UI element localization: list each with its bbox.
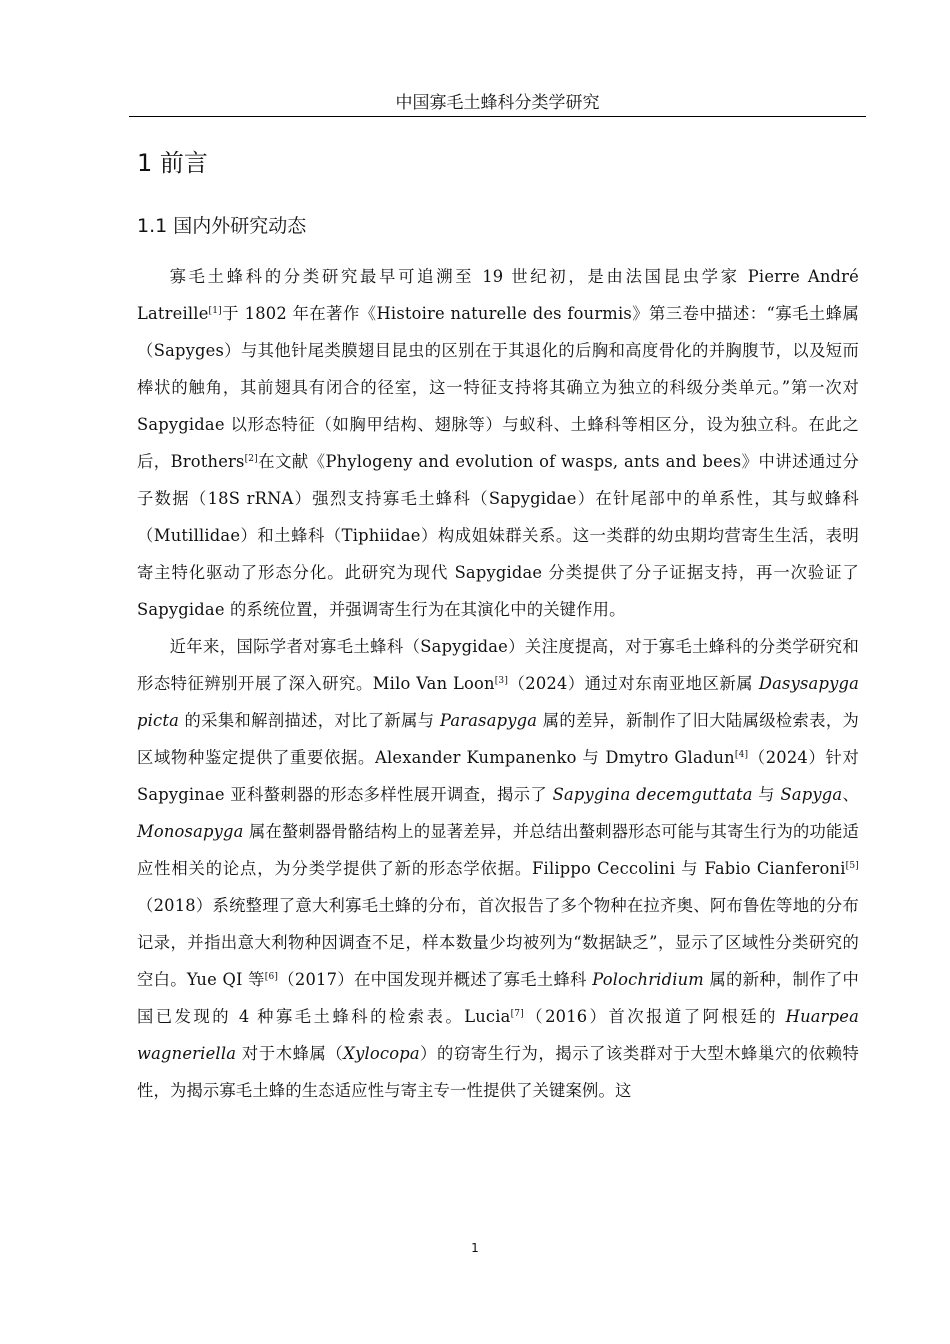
taxon-name: Xylocopa bbox=[343, 1044, 420, 1063]
text-run: 寡毛土蜂科的分类研究最早可追溯至 19 世纪初，是由法国昆虫学家 Pierre André Latreille bbox=[137, 267, 859, 323]
text-run: 属的差异，新制作了旧大陆属级检索表，为区域物种鉴定提供了重要依据。Alexander Kumpanenko 与 Dmytro Gladun bbox=[137, 711, 859, 767]
taxon-name: Huarpea wagneriella bbox=[137, 1007, 860, 1063]
taxon-name: Sapygina decemguttata bbox=[552, 785, 753, 804]
text-run: ）的窃寄生行为，揭示了该类群对于大型木蜂巢穴的依赖特性，为揭示寡毛土蜂的生态适应性与寄主专一性提供了关键案例。这 bbox=[137, 1044, 860, 1100]
taxon-name: Monosapyga bbox=[137, 822, 244, 841]
citation-ref: [4] bbox=[734, 750, 749, 760]
section-heading: 1 前言 bbox=[137, 149, 208, 177]
page-number: 1 bbox=[471, 1241, 479, 1255]
taxon-name: Parasapyga bbox=[439, 711, 538, 730]
text-run: （2017）在中国发现并概述了寡毛土蜂科 bbox=[278, 970, 593, 989]
citation-ref: [5] bbox=[845, 861, 859, 871]
subsection-heading: 1.1 国内外研究动态 bbox=[137, 215, 307, 237]
text-run: 与 bbox=[752, 785, 781, 804]
text-run: 属的新种，制作了中国已发现的 4 种寡毛土蜂科的检索表。Lucia bbox=[137, 970, 859, 1026]
citation-ref: [3] bbox=[494, 676, 509, 686]
text-run: （2018）系统整理了意大利寡毛土蜂的分布，首次报告了多个物种在拉齐奥、阿布鲁佐等地的分布记录，并指出意大利物种因调查不足，样本数量少均被列为“数据缺乏”，显示了区域性分类研究的空白。Yue QI 等 bbox=[137, 896, 859, 989]
paragraph bbox=[137, 258, 859, 628]
text-run: 于 1802 年在著作《Histoire naturelle des fourmis》第三卷中描述：“寡毛土蜂属（Sapyges）与其他针尾类膜翅目昆虫的区别在于其退化的后胸和高度骨化的并胸腹节，以及短而棒状的触角，其前翅具有闭合的径室，这一特征支持将其确立为独立的科级分类单元。”第一次对 Sapygidae 以形态特征（如胸甲结构、翅脉等）与蚁科、土蜂科等相区分，设为独立科。在此之后，Brothers bbox=[137, 304, 859, 471]
text-run: （2016）首次报道了阿根廷的 bbox=[523, 1007, 786, 1026]
text-run: 、 bbox=[842, 785, 859, 804]
text-run: （2024）通过对东南亚地区新属 bbox=[508, 674, 759, 693]
citation-ref: [2] bbox=[244, 454, 258, 464]
taxon-name: Dasysapyga picta bbox=[137, 674, 860, 730]
text-run: 在文献《Phylogeny and evolution of wasps, ants and bees》中讲述通过分子数据（18S rRNA）强烈支持寡毛土蜂科（Sapygidae）在针尾部中的单系性，其与蚁蜂科（Mutillidae）和土蜂科（Tiphiidae）构成姐妹群关系。这一类群的幼虫期均营寄生生活，表明寄主特化驱动了形态分化。此研究为现代 Sapygidae 分类提供了分子证据支持，再一次验证了 Sapygidae 的系统位置，并强调寄生行为在其演化中的关键作用。 bbox=[137, 452, 859, 619]
body-text bbox=[137, 258, 859, 1109]
taxon-name: Polochridium bbox=[592, 970, 704, 989]
citation-ref: [7] bbox=[510, 1009, 524, 1019]
text-run: 的采集和解剖描述，对比了新属与 bbox=[179, 711, 440, 730]
paragraph bbox=[137, 628, 859, 1109]
taxon-name: Sapyga bbox=[780, 785, 843, 804]
citation-ref: [1] bbox=[208, 306, 222, 316]
running-header: 中国寡毛土蜂科分类学研究 bbox=[395, 93, 600, 113]
citation-ref: [6] bbox=[264, 972, 279, 982]
text-run: （2024）针对 Sapyginae 亚科螯刺器的形态多样性展开调查，揭示了 bbox=[137, 748, 859, 804]
text-run: 近年来，国际学者对寡毛土蜂科（Sapygidae）关注度提高，对于寡毛土蜂科的分类学研究和形态特征辨别开展了深入研究。Milo Van Loon bbox=[137, 637, 859, 693]
text-run: 属在螯刺器骨骼结构上的显著差异，并总结出螯刺器形态可能与其寄生行为的功能适应性相关的论点，为分类学提供了新的形态学依据。Filippo Ceccolini 与 Fabio Cianferoni bbox=[137, 822, 859, 878]
text-run: 对于木蜂属（ bbox=[236, 1044, 344, 1063]
header-rule bbox=[129, 116, 866, 117]
